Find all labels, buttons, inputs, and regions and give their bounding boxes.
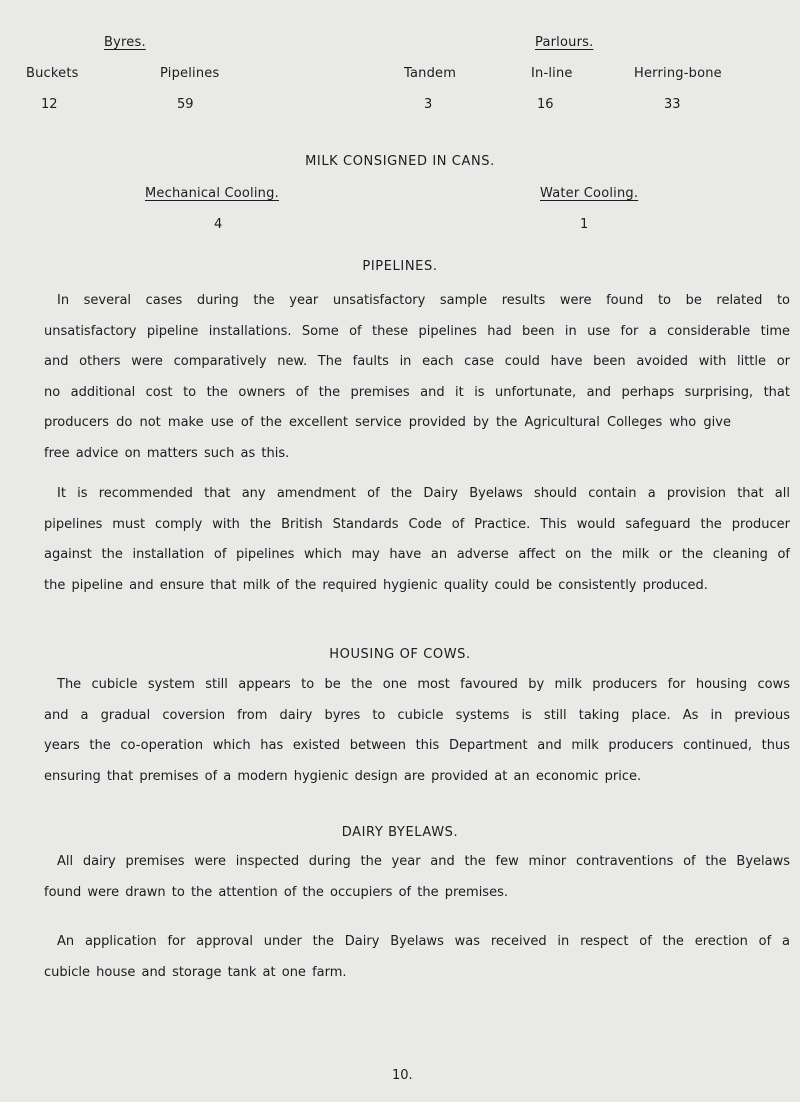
dairy-byelaws-heading: DAIRY BYELAWS. (341, 825, 459, 840)
byelaws-paragraph-1 (44, 847, 790, 908)
housing-heading: HOUSING OF COWS. (329, 647, 471, 662)
milk-consigned-heading: MILK CONSIGNED IN CANS. (305, 154, 495, 169)
mechanical-cooling-label: Mechanical Cooling. (145, 186, 279, 201)
text-line: An application for approval under the Dairy Byelaws was received in respect of the erection of a (57, 934, 790, 949)
text-line: In several cases during the year unsatisfactory sample results were found to be related to (57, 293, 790, 308)
column-value-pipelines: 59 (177, 97, 194, 112)
text-line: pipelines must comply with the British Standards Code of Practice. This would safeguard the producer (44, 516, 790, 532)
column-label-inline: In-line (531, 66, 573, 81)
text-line: unsatisfactory pipeline installations. Some of these pipelines had been in use for a considerable time (44, 323, 790, 339)
text-line: and a gradual coversion from dairy byres to cubicle systems is still taking place. As in previous (44, 707, 790, 723)
text-line: producers do not make use of the excellent service provided by the Agricultural Colleges who give (44, 415, 731, 430)
text-line: no additional cost to the owners of the premises and it is unfortunate, and perhaps surprising, that (44, 384, 790, 400)
column-value-tandem: 3 (424, 97, 433, 112)
column-value-inline: 16 (537, 97, 554, 112)
mechanical-cooling-value: 4 (214, 217, 223, 232)
pipelines-paragraph-2 (44, 479, 790, 601)
text-line: found were drawn to the attention of the occupiers of the premises. (44, 884, 508, 900)
text-line: free advice on matters such as this. (44, 445, 290, 461)
text-line: cubicle house and storage tank at one farm. (44, 964, 347, 980)
text-line: It is recommended that any amendment of the Dairy Byelaws should contain a provision that all (57, 486, 790, 501)
text-line: and others were comparatively new. The faults in each case could have been avoided with little or (44, 354, 790, 369)
pipelines-heading: PIPELINES. (362, 259, 438, 274)
text-line: years the co-operation which has existed between this Department and milk producers continued, thus (44, 738, 790, 753)
text-line: against the installation of pipelines which may have an adverse affect on the milk or the cleaning of (44, 547, 790, 562)
byres-heading: Byres. (104, 35, 146, 50)
parlours-heading: Parlours. (535, 35, 594, 50)
housing-paragraph (44, 670, 790, 792)
column-label-herringbone: Herring-bone (634, 66, 722, 81)
water-cooling-value: 1 (580, 217, 589, 232)
text-line: The cubicle system still appears to be the one most favoured by milk producers for housing cows (57, 677, 790, 692)
water-cooling-label: Water Cooling. (540, 186, 639, 201)
column-value-buckets: 12 (41, 97, 58, 112)
pipelines-paragraph-1 (44, 286, 790, 469)
column-label-tandem: Tandem (404, 66, 457, 81)
text-line: the pipeline and ensure that milk of the required hygienic quality could be consistently produced. (44, 577, 708, 593)
column-label-buckets: Buckets (26, 66, 79, 81)
page-number: 10. (392, 1068, 413, 1083)
column-label-pipelines: Pipelines (160, 66, 220, 81)
text-line: ensuring that premises of a modern hygienic design are provided at an economic price. (44, 768, 642, 784)
column-value-herringbone: 33 (664, 97, 681, 112)
byelaws-paragraph-2 (44, 927, 790, 988)
text-line: All dairy premises were inspected during the year and the few minor contraventions of the Byelaws (57, 854, 790, 869)
